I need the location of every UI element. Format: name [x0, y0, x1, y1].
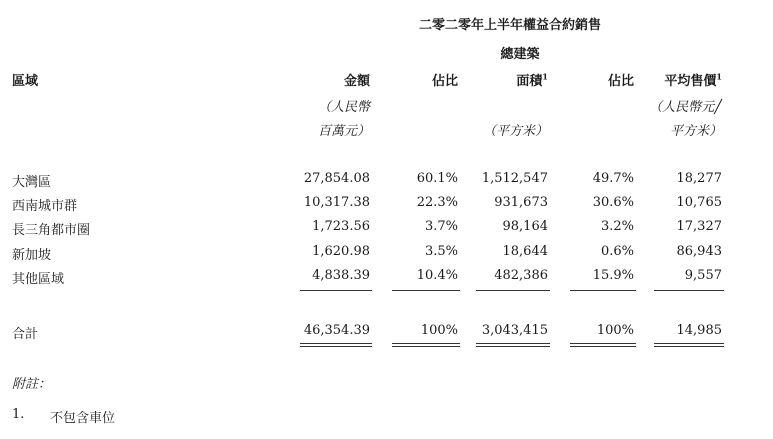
total-share2: 100%	[596, 323, 634, 338]
note-text: 不包含車位	[50, 411, 116, 426]
header-area-label: 面積	[516, 74, 543, 89]
cell-share2: 3.2%	[600, 219, 634, 234]
cell-avg: 86,943	[676, 244, 722, 259]
cell-region: 大灣區	[12, 175, 52, 190]
subtotal-rule-avg	[654, 290, 724, 291]
header-area-sup: 1	[542, 71, 548, 82]
cell-amount: 4,838.39	[312, 268, 370, 283]
header-avg-sup: 1	[716, 71, 722, 82]
cell-area: 18,644	[502, 244, 548, 259]
cell-amount: 27,854.08	[303, 171, 370, 186]
header-amount-unit-1: （人民幣	[317, 100, 370, 115]
cell-share1: 10.4%	[416, 268, 458, 283]
total-area: 3,043,415	[481, 323, 548, 338]
total-rule-area-1	[476, 343, 550, 344]
total-rule-amount-2	[300, 346, 372, 347]
cell-amount: 10,317.38	[303, 195, 370, 210]
header-avg-unit-2: 平方米）	[669, 124, 722, 139]
cell-area: 931,673	[494, 195, 548, 210]
notes-title: 附註：	[12, 377, 52, 392]
cell-share1: 3.7%	[424, 219, 458, 234]
cell-region: 西南城市群	[12, 199, 78, 214]
cell-region: 新加坡	[12, 248, 52, 263]
subtotal-rule-amount	[300, 290, 372, 291]
subtotal-rule-share1	[392, 290, 460, 291]
header-area	[470, 70, 548, 89]
total-label: 合計	[12, 327, 39, 342]
total-rule-avg-2	[654, 346, 724, 347]
subtotal-rule-area	[476, 290, 550, 291]
cell-share2: 30.6%	[592, 195, 634, 210]
subtotal-rule-share2	[570, 290, 636, 291]
header-amount-unit-2: 百萬元）	[317, 124, 370, 139]
total-amount: 46,354.39	[303, 323, 370, 338]
header-avg-label: 平均售價	[664, 74, 717, 89]
header-region: 區域	[12, 74, 39, 89]
header-share-1: 佔比	[431, 74, 458, 89]
header-avg-unit-1: （人民幣元╱	[649, 100, 722, 115]
header-amount: 金額	[343, 74, 370, 89]
gfa-title: 總建築	[500, 47, 540, 62]
cell-area: 482,386	[494, 268, 548, 283]
cell-amount: 1,723.56	[312, 219, 370, 234]
cell-area: 1,512,547	[481, 171, 548, 186]
cell-amount: 1,620.98	[312, 244, 370, 259]
cell-share1: 3.5%	[424, 244, 458, 259]
total-rule-share2-2	[570, 346, 636, 347]
cell-avg: 10,765	[676, 195, 722, 210]
total-share1: 100%	[420, 323, 458, 338]
cell-share2: 0.6%	[600, 244, 634, 259]
header-area-unit: （平方米）	[482, 124, 548, 139]
note-number: 1.	[12, 407, 25, 422]
cell-area: 98,164	[502, 219, 548, 234]
cell-avg: 18,277	[676, 171, 722, 186]
total-avg: 14,985	[676, 323, 722, 338]
total-rule-share1-2	[392, 346, 460, 347]
header-share-2: 佔比	[607, 74, 634, 89]
total-rule-share2-1	[570, 343, 636, 344]
total-rule-amount-1	[300, 343, 372, 344]
cell-share2: 15.9%	[592, 268, 634, 283]
header-avg-price	[640, 70, 722, 89]
cell-avg: 17,327	[676, 219, 722, 234]
period-title: 二零二零年上半年權益合約銷售	[418, 18, 601, 33]
cell-share2: 49.7%	[592, 171, 634, 186]
cell-region: 其他區域	[12, 272, 65, 287]
cell-avg: 9,557	[684, 268, 722, 283]
cell-share1: 22.3%	[416, 195, 458, 210]
cell-region: 長三角都市圈	[12, 223, 91, 238]
cell-share1: 60.1%	[416, 171, 458, 186]
total-rule-avg-1	[654, 343, 724, 344]
total-rule-area-2	[476, 346, 550, 347]
total-rule-share1-1	[392, 343, 460, 344]
